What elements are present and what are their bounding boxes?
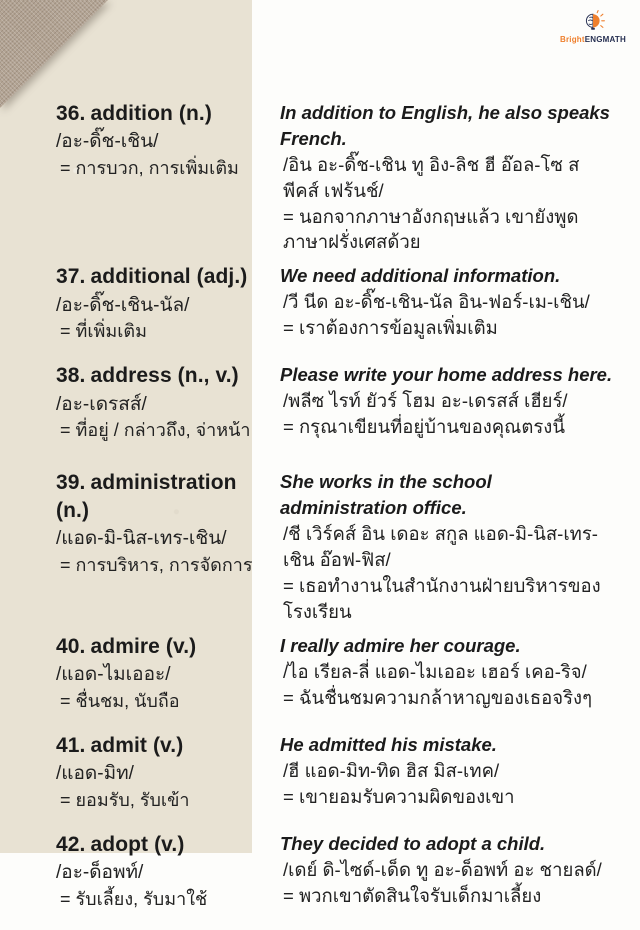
word-column (56, 469, 280, 624)
example-translation: = เธอทำงานในสำนักงานฝ่ายบริหารของโรงเรียน (283, 574, 601, 622)
example-translation: = พวกเขาตัดสินใจรับเด็กมาเลี้ยง (283, 884, 542, 906)
vocab-entry-42 (56, 831, 614, 912)
word-meaning: = ยอมรับ, รับเข้า (60, 789, 190, 810)
example-phonetic: /อิน อะ-ดิ๊ช-เชิน ทู อิง-ลิช ฮี อ๊อล-โซ สพีคส์ เฟร้นช์/ (283, 153, 580, 201)
example-sentence: They decided to adopt a child. (280, 832, 546, 854)
word-title (56, 633, 270, 660)
vocab-entry-38 (56, 362, 614, 443)
word-text: admit (v.) (90, 733, 184, 757)
example-sentence: He admitted his mistake. (280, 733, 497, 755)
example-column (280, 633, 614, 714)
brain-lightbulb-icon (581, 10, 605, 34)
word-text: adopt (v.) (90, 832, 185, 856)
vocab-entry-40 (56, 633, 614, 714)
word-column (56, 831, 280, 912)
word-column (56, 263, 280, 344)
word-title (56, 263, 270, 290)
word-meaning: = ที่เพิ่มเติม (60, 321, 147, 342)
example-translation: = กรุณาเขียนที่อยู่บ้านของคุณตรงนี้ (283, 416, 565, 438)
word-column (56, 633, 280, 714)
word-number: 36. (56, 102, 86, 125)
example-column (280, 732, 614, 813)
brand-name-bright: Bright (559, 35, 585, 44)
example-sentence: We need additional information. (280, 265, 561, 287)
example-column (280, 100, 614, 255)
word-text: additional (adj.) (90, 265, 248, 289)
example-phonetic: /เดย์ ดิ-ไซด์-เด็ด ทู อะ-ด็อพท์ อะ ชายลด์/ (283, 858, 602, 880)
example-column (280, 831, 614, 912)
example-column (280, 469, 614, 624)
word-phonetic: /อะ-ด็อพท์/ (56, 862, 144, 884)
word-title (56, 362, 270, 389)
word-column (56, 100, 280, 255)
word-text: addition (n.) (90, 102, 212, 125)
vocab-entry-36 (56, 100, 614, 255)
example-translation: = เขายอมรับความผิดของเขา (283, 785, 515, 807)
example-translation: = นอกจากภาษาอังกฤษแล้ว เขายังพูดภาษาฝรั่งเศสด้วย (283, 205, 579, 253)
word-number: 41. (56, 733, 86, 757)
example-phonetic: /วี นีด อะ-ดิ๊ช-เชิน-นัล อิน-ฟอร์-เม-เชิน/ (283, 291, 590, 313)
word-column (56, 732, 280, 813)
word-meaning: = การบริหาร, การจัดการ (60, 554, 253, 575)
brand-logo (554, 10, 632, 44)
example-translation: = ฉันชื่นชมความกล้าหาญของเธอจริงๆ (283, 686, 593, 708)
example-sentence: Please write your home address here. (280, 364, 613, 386)
word-meaning: = ที่อยู่ / กล่าวถึง, จ่าหน้า (60, 420, 251, 441)
word-title (56, 100, 270, 127)
word-phonetic: /อะ-เดรสส์/ (56, 393, 147, 415)
word-meaning: = รับเลี้ยง, รับมาใช้ (60, 888, 208, 909)
word-title (56, 469, 270, 524)
vocab-entry-39 (56, 469, 614, 624)
word-phonetic: /แอด-มิ-นิส-เทร-เชิน/ (56, 528, 227, 549)
word-meaning: = การบวก, การเพิ่มเติม (60, 157, 239, 178)
example-phonetic: /ฮี แอด-มิท-ทิด ฮิส มิส-เทค/ (283, 759, 500, 781)
example-translation: = เราต้องการข้อมูลเพิ่มเติม (283, 317, 498, 339)
fabric-corner-triangle (0, 0, 108, 108)
word-column (56, 362, 280, 443)
vocab-entry-37 (56, 263, 614, 344)
vocab-entry-list (56, 100, 614, 930)
word-title (56, 831, 270, 858)
example-phonetic: /พลีซ ไรท์ ยัวร์ โฮม อะ-เดรสส์ เฮียร์/ (283, 390, 568, 412)
word-meaning: = ชื่นชม, นับถือ (60, 690, 180, 711)
word-number: 38. (56, 364, 86, 388)
word-phonetic: /แอด-มิท/ (56, 763, 134, 785)
example-phonetic: /ไอ เรียล-ลี่ แอด-ไมเออะ เฮอร์ เคอ-ริจ/ (283, 660, 587, 682)
word-number: 42. (56, 832, 86, 856)
vocab-entry-41 (56, 732, 614, 813)
example-phonetic: /ชี เวิร์คส์ อิน เดอะ สกูล แอด-มิ-นิส-เทร-เชิน อ๊อฟ-ฟิส/ (283, 523, 598, 571)
word-number: 40. (56, 634, 86, 658)
word-text: administration (n.) (56, 471, 237, 522)
brand-name-engmath: ENGMATH (584, 35, 626, 44)
word-text: admire (v.) (90, 634, 197, 658)
word-phonetic: /อะ-ดิ๊ช-เชิน-นัล/ (56, 294, 190, 316)
example-column (280, 362, 614, 443)
word-phonetic: /อะ-ดิ๊ช-เชิน/ (56, 131, 159, 153)
corner-decoration-wrap (0, 0, 108, 108)
example-sentence: I really admire her courage. (280, 634, 521, 656)
example-sentence: She works in the school administration office. (280, 471, 492, 519)
word-text: address (n., v.) (90, 364, 239, 388)
example-column (280, 263, 614, 344)
word-title (56, 732, 270, 759)
example-sentence: In addition to English, he also speaks French. (280, 102, 610, 149)
word-number: 39. (56, 471, 86, 495)
brand-logo-text (560, 35, 626, 44)
word-number: 37. (56, 265, 86, 289)
word-phonetic: /แอด-ไมเออะ/ (56, 664, 171, 686)
